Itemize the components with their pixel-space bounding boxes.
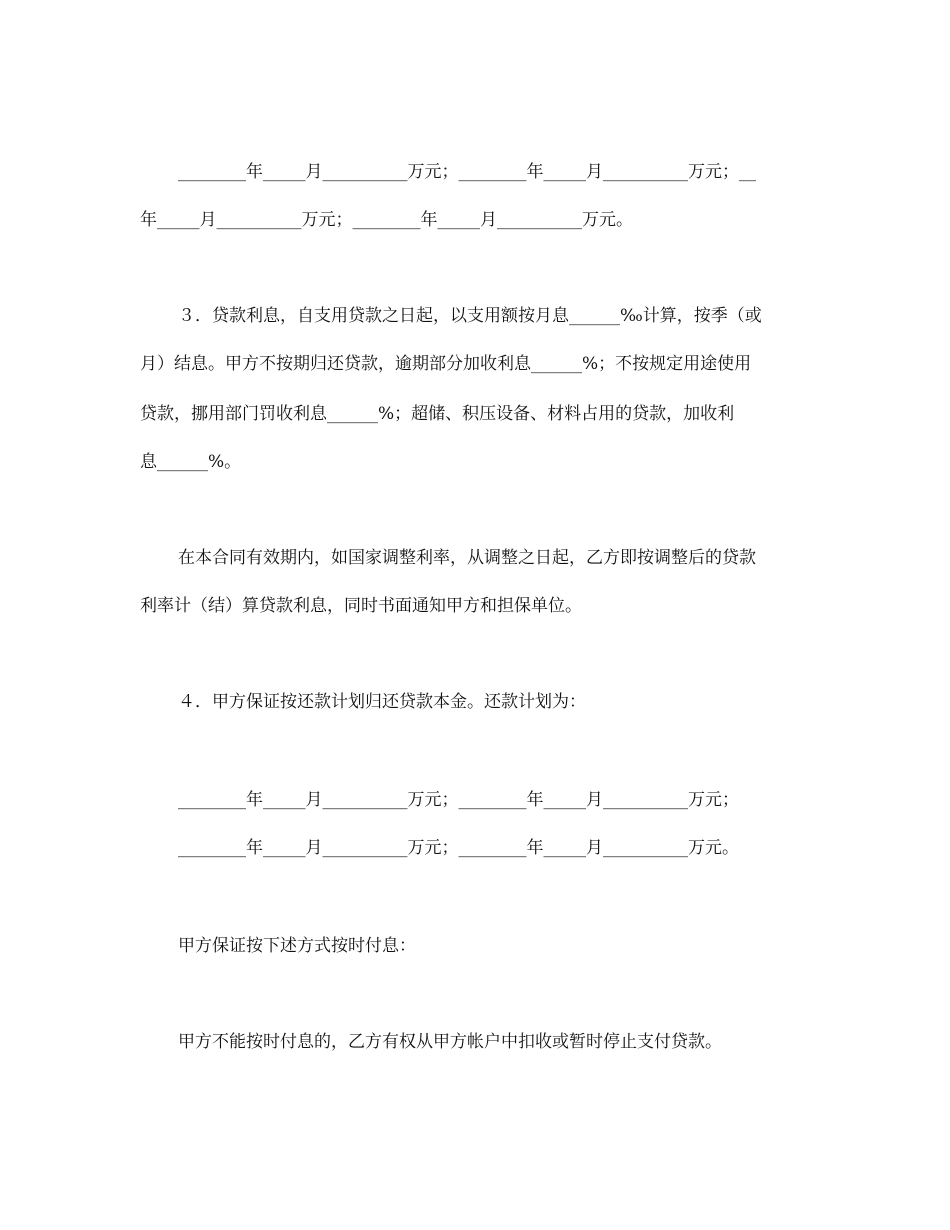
rate-adjust-line-1: 在本合同有效期内，如国家调整利率，从调整之日起，乙方即按调整后的贷款 xyxy=(178,548,756,568)
clause-3-line-3: 贷款，挪用部门罚收利息______%；超储、积压设备、材料占用的贷款，加收利 xyxy=(140,404,735,424)
repayment-schedule-line-2: ________年_____月__________万元；________年_____月__________万元。 xyxy=(178,838,739,858)
schedule-line-2: 年_____月__________万元；________年_____月__________万元。 xyxy=(140,210,633,230)
clause-3-line-1: ３．贷款利息，自支用贷款之日起，以支用额按月息______‰计算，按季（或 xyxy=(178,306,762,326)
repayment-schedule-line-1: ________年_____月__________万元；________年_____月__________万元； xyxy=(178,790,739,810)
clause-3-line-4: 息______%。 xyxy=(140,452,242,472)
clause-3-line-2: 月）结息。甲方不按期归还贷款，逾期部分加收利息______%；不按规定用途使用 xyxy=(140,354,752,374)
interest-payment-method: 甲方保证按下述方式按时付息： xyxy=(178,936,416,956)
clause-4-heading: ４．甲方保证按还款计划归还贷款本金。还款计划为： xyxy=(178,692,586,712)
late-payment-clause: 甲方不能按时付息的，乙方有权从甲方帐户中扣收或暂时停止支付贷款。 xyxy=(178,1032,722,1052)
schedule-line-1: ________年_____月__________万元；________年_____月__________万元；__ xyxy=(178,162,756,182)
rate-adjust-line-2: 利率计（结）算贷款利息，同时书面通知甲方和担保单位。 xyxy=(140,596,582,616)
